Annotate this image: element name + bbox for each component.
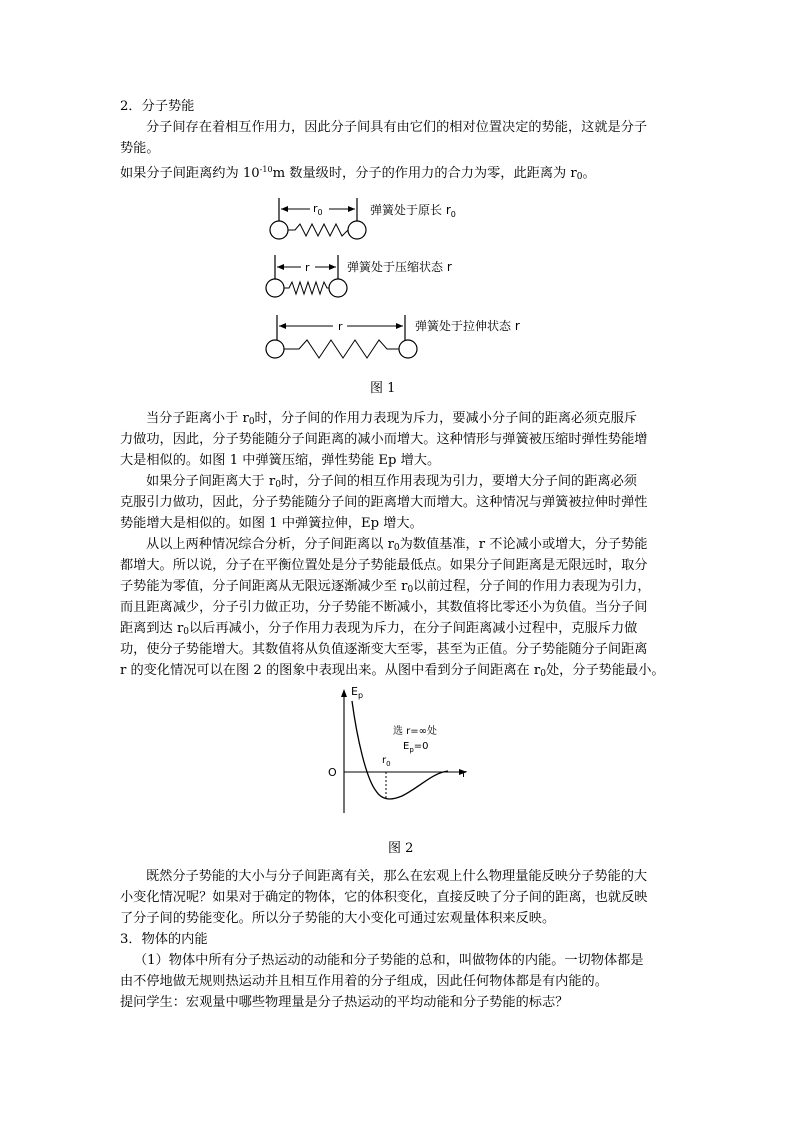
text-span: 时，分子间的作用力表现为斥力，要减小分子间的距离必须克服斥 — [254, 411, 637, 426]
subscript: 0 — [540, 669, 546, 679]
figure-2-caption: 图 2 — [388, 841, 414, 856]
subscript: 0 — [248, 417, 255, 427]
figure-1-springs — [255, 192, 545, 362]
origin-label: O — [328, 766, 337, 779]
reference-note-line2: $E_p=0$ — [403, 741, 429, 754]
text-span: m 数量级时，分子的作用力的合力为零，此距离为 r — [272, 166, 577, 181]
text-span: 处，分子势能最小。 — [545, 663, 665, 678]
section-3-para1-line2: 由不停地做无规则热运动并且相互作用着的分子组成，因此任何物体都是有内能的。 — [120, 974, 608, 989]
text-span: 从以上两种情况综合分析，分子间距离以 r — [146, 537, 394, 552]
subscript: 0 — [275, 480, 281, 490]
subscript: 0 — [407, 585, 414, 595]
spring-stretched — [266, 315, 520, 358]
figure-1-caption: 图 1 — [370, 381, 396, 396]
spring-original-label: $r_0$ — [313, 202, 323, 217]
section-2-para1-line1: 分子间存在着相互作用力，因此分子间具有由它们的相对位置决定的势能，这就是分子 — [146, 120, 648, 135]
para-combined-line6: 功，使分子势能增大。其数值将从负值逐渐变大至零，甚至为正值。分子势能随分子间距离 — [120, 642, 648, 657]
spring-compressed-label: r — [305, 261, 310, 274]
x-axis-label: r — [462, 767, 467, 780]
para-combined-line4: 而且距离减少，分子引力做正功，分子势能不断减小，其数值将比零还小为负值。当分子间 — [120, 600, 648, 615]
text-span: 如果分子间距离大于 r — [146, 474, 276, 489]
text-span: 时，分子间的相互作用表现为引力，要增大分子间的距离必须 — [280, 474, 637, 489]
spring-stretched-label: r — [338, 320, 343, 333]
para-attraction-line3: 势能增大是相似的。如图 1 中弹簧拉伸，Ep 增大。 — [120, 516, 423, 531]
para-repulsion-line2: 力做功，因此，分子势能随分子间距离的减小而增大。这种情形与弹簧被压缩时弹性势能增 — [120, 432, 648, 447]
para-macro-line2: 小变化情况呢？如果对于确定的物体，它的体积变化，直接反映了分子间的距离，也就反映 — [120, 890, 648, 905]
subscript: 0 — [576, 172, 583, 182]
para-macro-line3: 了分子间的势能变化。所以分子势能的大小变化可通过宏观量体积来反映。 — [120, 911, 556, 926]
section-2-title: 2．分子势能 — [120, 99, 195, 114]
para-combined-line5 — [120, 619, 637, 642]
y-axis-arrow — [341, 689, 347, 697]
subscript: 0 — [183, 627, 189, 637]
text-span: 距离到达 r — [120, 621, 184, 636]
para-attraction-line1 — [146, 472, 637, 495]
para-attraction-line2: 克服引力做功，因此，分子势能随分子间的距离增大而增大。这种情况与弹簧被拉伸时弹性 — [120, 495, 648, 510]
text-span: 如果分子间距离约为 10 — [120, 166, 260, 181]
spring-stretched-desc: 弹簧处于拉伸状态 r — [415, 319, 520, 333]
para-combined-line1 — [146, 535, 647, 558]
y-axis-label: $E_p$ — [351, 685, 364, 700]
para-combined-line7 — [120, 661, 665, 684]
superscript: -10 — [259, 165, 273, 174]
para-combined-line2: 都增大。所以说，分子在平衡位置处是分子势能最低点。如果分子间距离是无限远时，取分 — [120, 558, 648, 573]
para-repulsion-line1 — [146, 409, 637, 432]
spring-compressed — [266, 255, 452, 297]
text-span: 。 — [582, 166, 596, 181]
para-macro-line1: 既然分子势能的大小与分子间距离有关，那么在宏观上什么物理量能反映分子势能的大 — [146, 869, 648, 884]
subscript: 0 — [393, 543, 400, 553]
text-span: 为数值基准，r 不论减小或增大，分子势能 — [399, 537, 648, 552]
section-3-title: 3．物体的内能 — [120, 932, 208, 947]
spring-compressed-desc: 弹簧处于压缩状态 r — [347, 260, 452, 274]
reference-note-line1: 选 r=∞处 — [393, 726, 437, 737]
section-3-question: 提问学生：宏观量中哪些物理量是分子热运动的平均动能和分子势能的标志？ — [120, 995, 569, 1010]
text-span: 以前过程，分子间的作用力表现为引力， — [413, 579, 651, 594]
spring-original-desc: 弹簧处于原长 $r_0$ — [370, 203, 456, 219]
text-span: 子势能为零值，分子间距离从无限远逐渐减少至 r — [120, 579, 408, 594]
section-2-para1-line2: 势能。 — [120, 141, 160, 156]
figure-2-potential-curve — [320, 683, 480, 823]
potential-energy-curve — [352, 701, 448, 799]
para-combined-line3 — [120, 577, 651, 600]
section-3-para1-line1: （1）物体中所有分子热运动的动能和分子势能的总和，叫做物体的内能。一切物体都是 — [134, 953, 644, 968]
text-span: 当分子距离小于 r — [146, 411, 249, 426]
spring-original — [270, 198, 456, 239]
para-repulsion-line3: 大是相似的。如图 1 中弹簧压缩，弹性势能 Ep 增大。 — [120, 453, 441, 468]
section-2-para2 — [120, 160, 596, 187]
text-span: 以后再减小，分子作用力表现为斥力，在分子间距离减小过程中，克服斥力做 — [188, 621, 638, 636]
r0-label: $r_0$ — [382, 755, 391, 768]
text-span: r 的变化情况可以在图 2 的图象中表现出来。从图中看到分子间距离在 r — [120, 663, 541, 678]
